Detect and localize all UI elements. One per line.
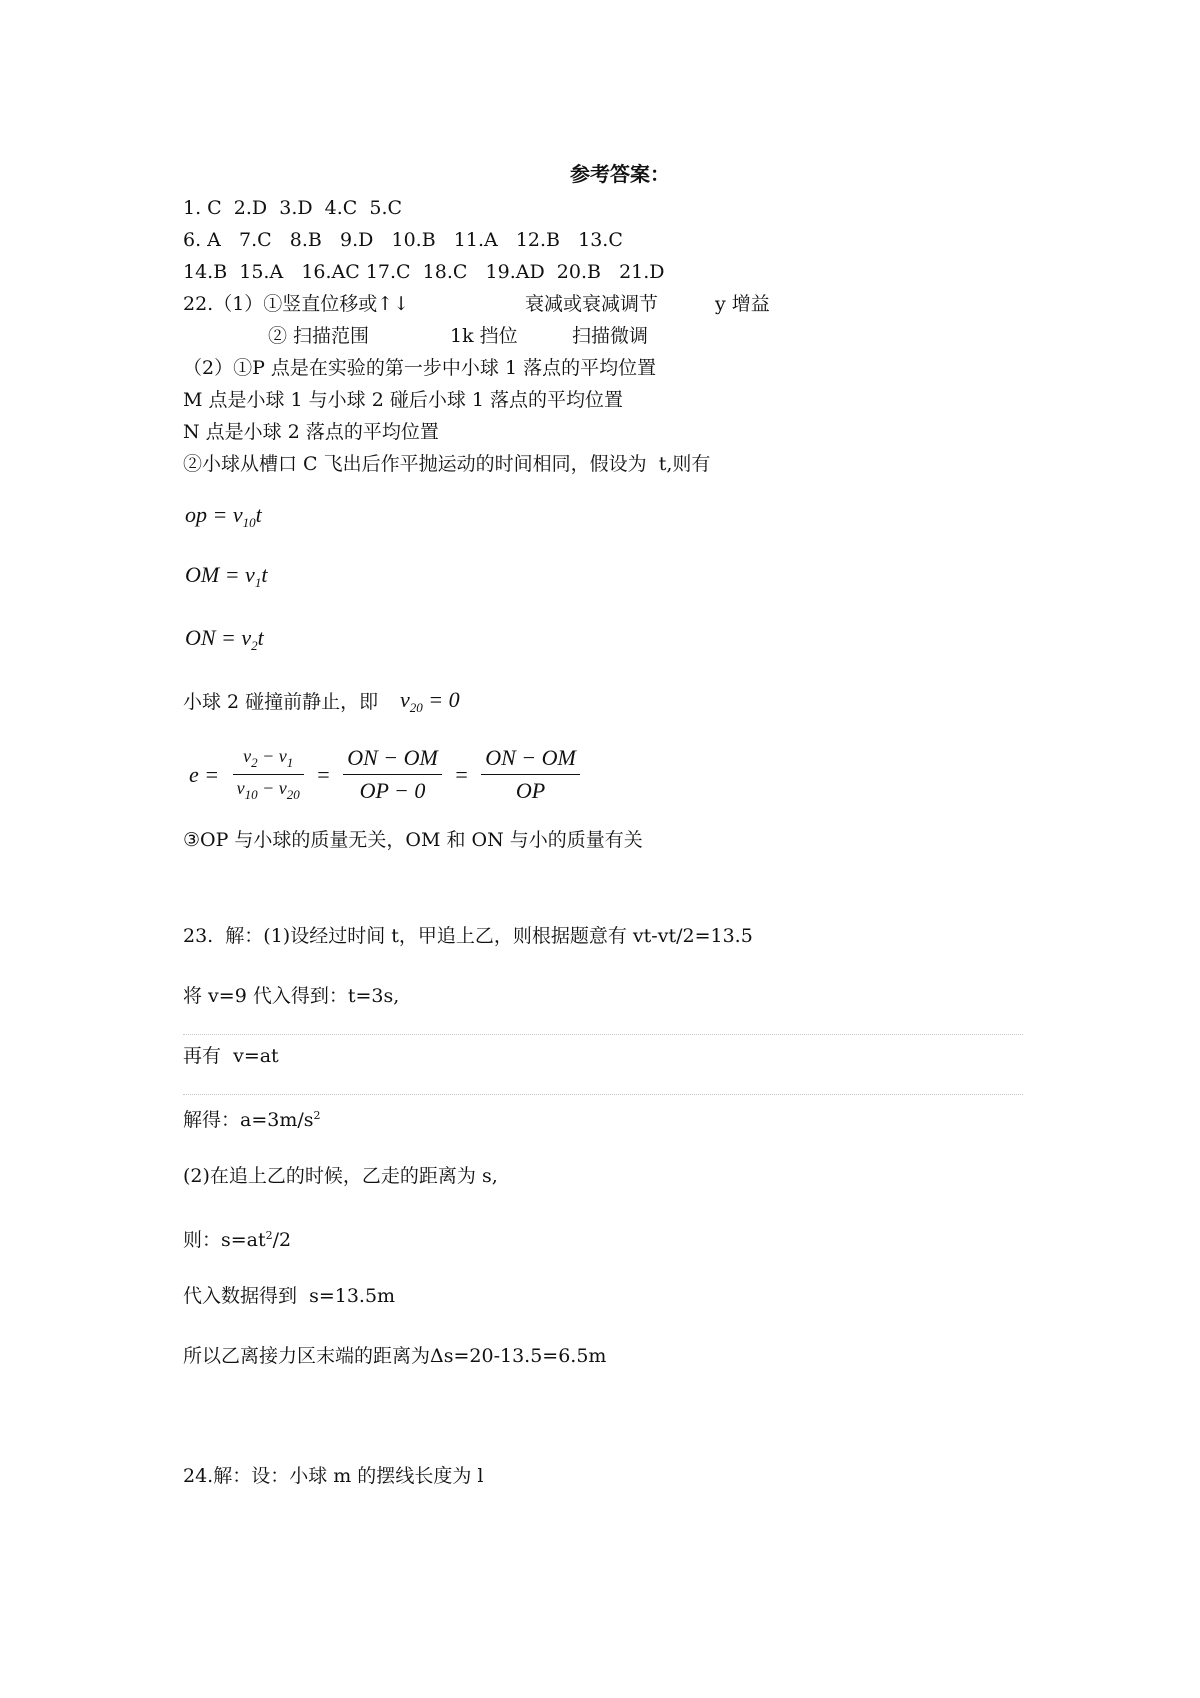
equation-om: OM = $v_1t$ [185, 562, 268, 590]
q22-2-line-4: ②小球从槽口 C 飞出后作平抛运动的时间相同，假设为 t,则有 [183, 453, 711, 475]
page-title: 参考答案： [570, 162, 670, 186]
q23-line-8: 所以乙离接力区末端的距离为Δs=20-13.5=6.5m [183, 1345, 607, 1367]
q22-1-item-1: 22.（1）①竖直位移或↑↓ [183, 293, 410, 315]
q22-2-line-1: （2）①P 点是在实验的第一步中小球 1 落点的平均位置 [183, 357, 657, 379]
q23-line-1: 23. 解：(1)设经过时间 t，甲追上乙，则根据题意有 vt-vt/2=13.5 [183, 925, 753, 947]
q23-line-6: 则：$s=at^2/2$ [183, 1229, 292, 1251]
q23-line-5: (2)在追上乙的时候，乙走的距离为 s, [183, 1165, 498, 1187]
fraction-distances: $\frac{ON - OM}{OP - 0}$ [343, 745, 442, 804]
mc-answers-row-3: 14.B 15.A 16.AC 17.C 18.C 19.AD 20.B 21.D [183, 261, 665, 283]
rest-condition-text: 小球 2 碰撞前静止，即 [183, 691, 379, 713]
q23-line-2: 将 v=9 代入得到：t=3s, [183, 985, 400, 1007]
q22-1-item-5: 1k 挡位 [450, 325, 518, 347]
q22-1-item-6: 扫描微调 [572, 325, 649, 347]
q22-1-item-3: y 增益 [715, 293, 770, 315]
fraction-result: $\frac{ON - OM}{OP}$ [481, 745, 580, 804]
dotted-divider [183, 1034, 1023, 1035]
fraction-velocities: $\frac{v_2 - v_1}{v_{10} - v_{20}}$ [233, 746, 304, 803]
q22-2-line-2: M 点是小球 1 与小球 2 碰后小球 1 落点的平均位置 [183, 389, 623, 411]
q22-2-line-3: N 点是小球 2 落点的平均位置 [183, 421, 439, 443]
q23-line-4: 解得：$a=3m/s^2$ [183, 1109, 321, 1131]
q22-1-item-4: ② 扫描范围 [268, 325, 370, 347]
equation-op: op = $v_{10}t$ [185, 502, 262, 530]
equation-v20: $v_{20} = 0$ [400, 687, 460, 715]
q22-3-text: ③OP 与小球的质量无关，OM 和 ON 与小的质量有关 [183, 829, 643, 851]
q23-line-7: 代入数据得到 s=13.5m [183, 1285, 396, 1307]
mc-answers-row-1: 1. C 2.D 3.D 4.C 5.C [183, 197, 403, 219]
dotted-divider [183, 1094, 1023, 1095]
equation-on: ON = $v_2t$ [185, 625, 264, 653]
q23-line-3: 再有 v=at [183, 1045, 279, 1067]
q24-line-1: 24.解：设：小球 m 的摆线长度为 l [183, 1465, 484, 1487]
equation-restitution: e = $\frac{v_2 - v_1}{v_{10} - v_{20}}$ = $\frac{ON - OM}{OP - 0}$ = $\frac{ON - OM}{OP}$ [185, 745, 584, 804]
mc-answers-row-2: 6. A 7.C 8.B 9.D 10.B 11.A 12.B 13.C [183, 229, 623, 251]
q22-1-item-2: 衰减或衰减调节 [525, 293, 659, 315]
